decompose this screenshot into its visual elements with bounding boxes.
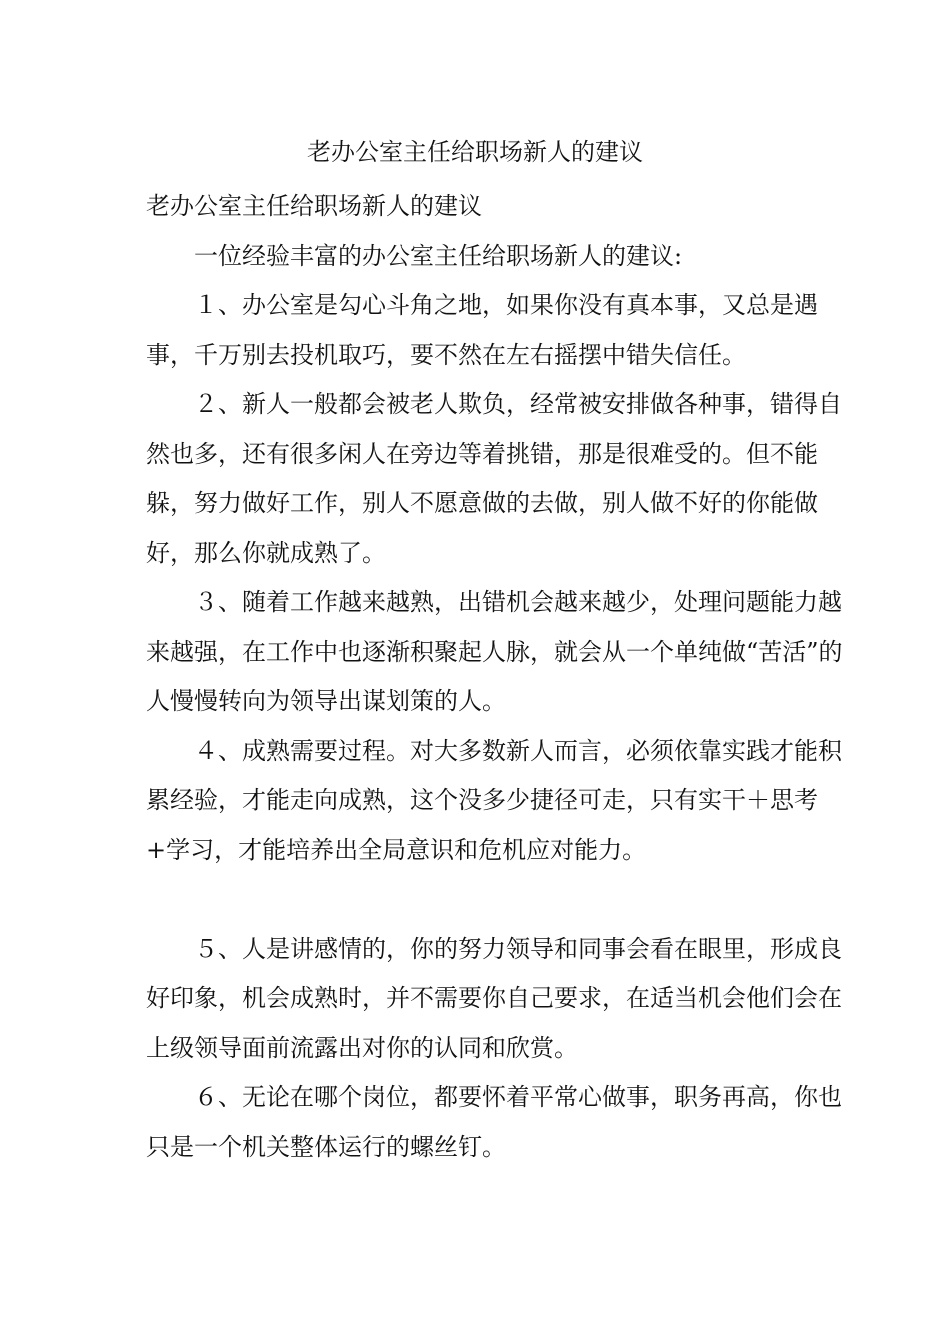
point-2-paragraph: ２、新人一般都会被老人欺负，经常被安排做各种事，错得自然也多，还有很多闲人在旁边等着挑错，那是很难受的。但不能躲，努力做好工作，别人不愿意做的去做，别人做不好的你能做好，那么你就成熟了。 (146, 390, 842, 567)
document-body (146, 182, 846, 1172)
point-3-paragraph: ３、随着工作越来越熟，出错机会越来越少，处理问题能力越来越强，在工作中也逐渐积聚起人脉，就会从一个单纯做“苦活”的人慢慢转向为领导出谋划策的人。 (146, 588, 843, 715)
document-title: 老办公室主任给职场新人的建议 (307, 138, 643, 166)
point-6-paragraph: ６、无论在哪个岗位，都要怀着平常心做事，职务再高，你也只是一个机关整体运行的螺丝钉。 (146, 1083, 842, 1161)
point-4-paragraph: ４、成熟需要过程。对大多数新人而言，必须依靠实践才能积累经验，才能走向成熟，这个没多少捷径可走，只有实干＋思考+学习，才能培养出全局意识和危机应对能力。 (146, 736, 842, 864)
point-1-paragraph: １、办公室是勾心斗角之地，如果你没有真本事，又总是遇事，千万别去投机取巧，要不然在左右摇摆中错失信任。 (146, 291, 818, 369)
point-5-paragraph: ５、人是讲感情的，你的努力领导和同事会看在眼里，形成良好印象，机会成熟时，并不需要你自己要求，在适当机会他们会在上级领导面前流露出对你的认同和欣赏。 (146, 934, 842, 1062)
intro-paragraph: 一位经验丰富的办公室主任给职场新人的建议: (194, 241, 683, 270)
document-subtitle: 老办公室主任给职场新人的建议 (146, 192, 482, 220)
